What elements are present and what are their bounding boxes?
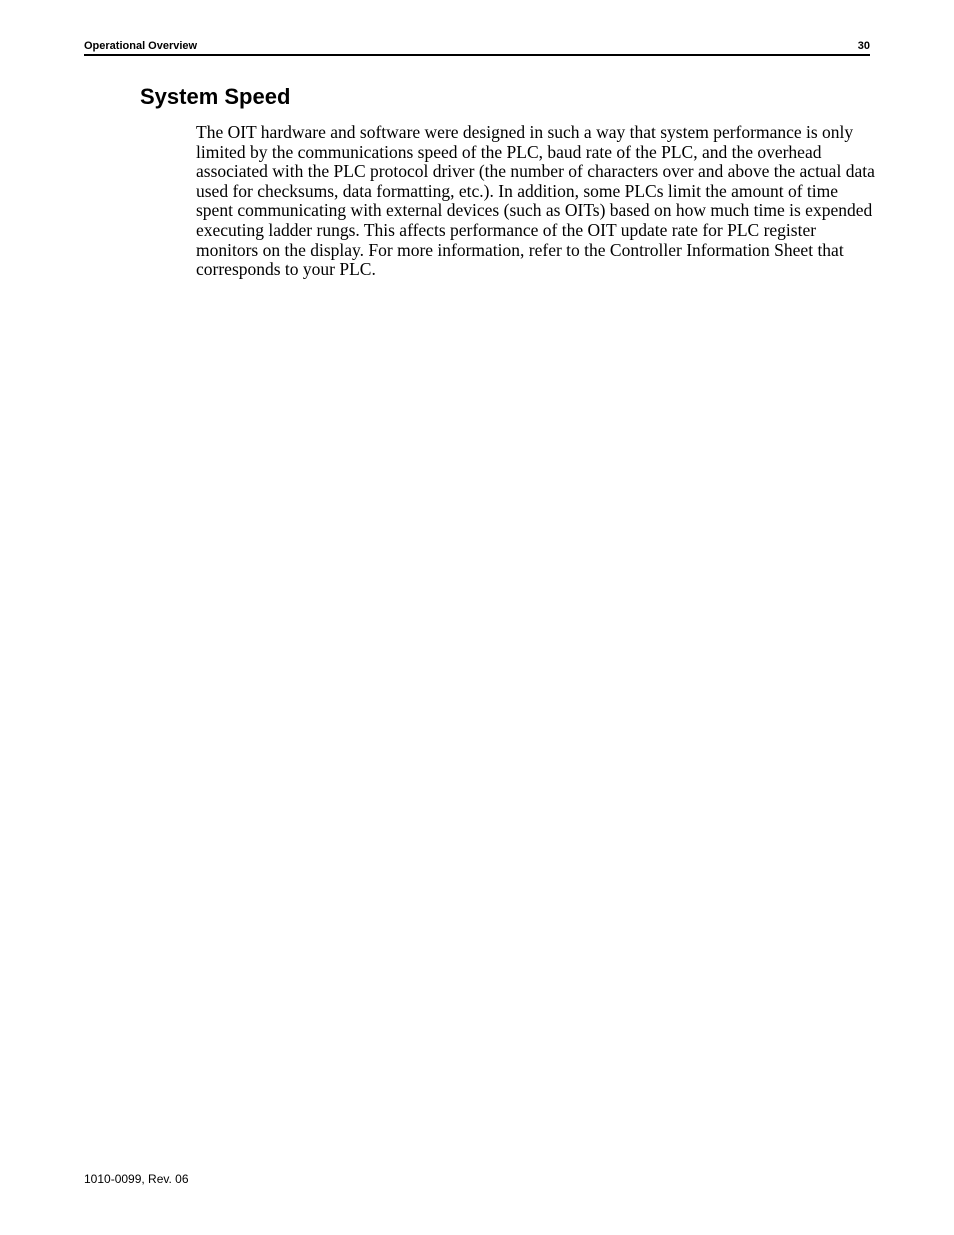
header-section-title: Operational Overview xyxy=(84,40,198,52)
page-number: 30 xyxy=(857,40,870,52)
section-heading: System Speed xyxy=(140,84,291,109)
page-header xyxy=(84,38,870,56)
body-paragraph: The OIT hardware and software were designed in such a way that system performance is only limited by the communications speed of the PLC, baud rate of the PLC, and the overhead associated with the PLC protocol driver (the number of characters over and above the actual data used for checksums, data formatting, etc.). In addition, some PLCs limit the amount of time spent communicating with external devices (such as OITs) based on how much time is expended executing ladder rungs. This affects performance of the OIT update rate for PLC register monitors on the display. For more information, refer to the Controller Information Sheet that corresponds to your PLC. xyxy=(196,122,875,280)
footer-document-id: 1010-0099, Rev. 06 xyxy=(84,1172,189,1186)
